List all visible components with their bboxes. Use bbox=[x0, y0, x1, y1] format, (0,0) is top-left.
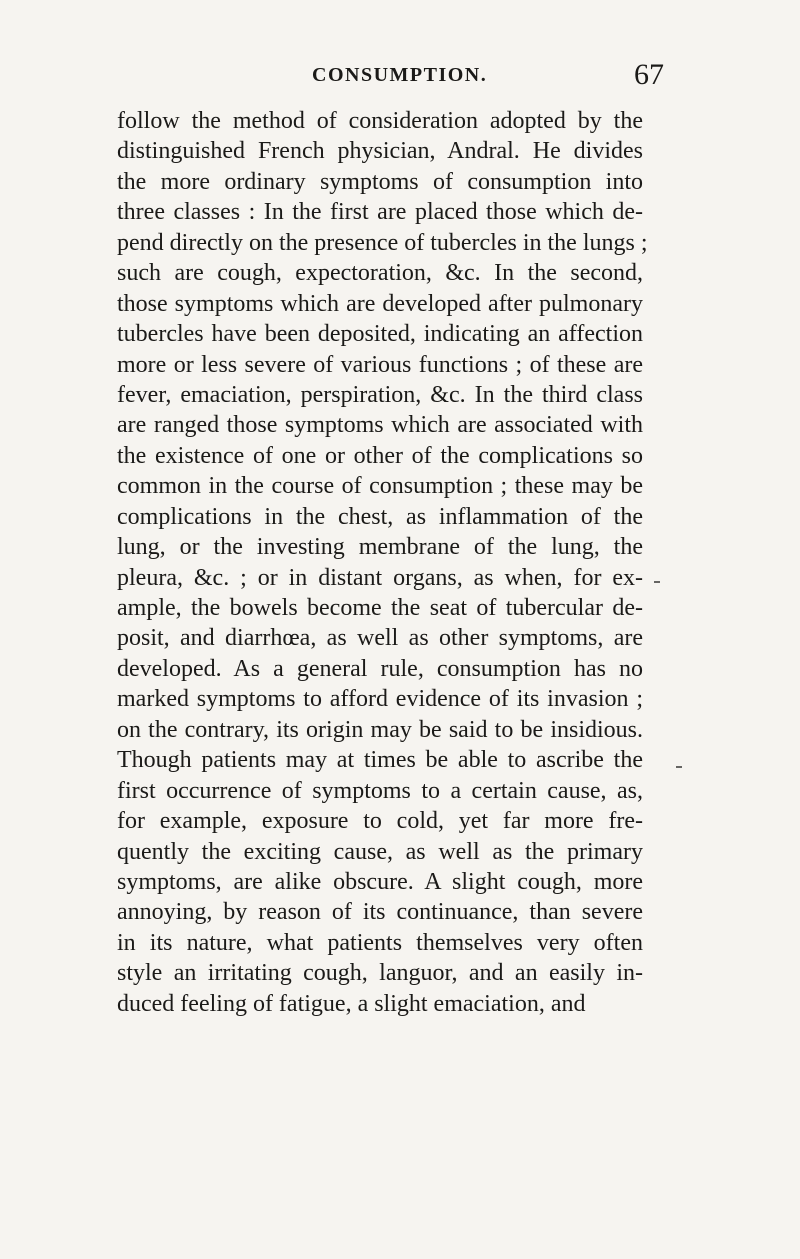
text-line: complications in the chest, as inflammation of the bbox=[117, 503, 643, 530]
running-head-title: CONSUMPTION. bbox=[312, 64, 488, 86]
text-line: more or less severe of various functions ; of these are bbox=[117, 351, 643, 378]
text-line: the more ordinary symptoms of consumption into bbox=[117, 168, 643, 195]
text-line: such are cough, expectoration, &c. In the second, bbox=[117, 260, 643, 287]
text-line: are ranged those symptoms which are associated with bbox=[117, 412, 643, 439]
margin-mark bbox=[676, 766, 682, 768]
text-line: posit, and diarrhœa, as well as other symptoms, are bbox=[117, 625, 643, 652]
text-line: style an irritating cough, languor, and an easily in- bbox=[117, 960, 643, 987]
text-line: fever, emaciation, perspiration, &c. In the third class bbox=[117, 381, 643, 408]
text-line: tubercles have been deposited, indicating an affection bbox=[117, 321, 643, 348]
text-line: in its nature, what patients themselves very often bbox=[117, 929, 643, 956]
text-line: on the contrary, its origin may be said to be insidious. bbox=[117, 716, 643, 743]
text-line: ample, the bowels become the seat of tubercular de- bbox=[117, 595, 643, 621]
text-line: follow the method of consideration adopted by the bbox=[117, 108, 643, 134]
text-line: quently the exciting cause, as well as the primary bbox=[117, 838, 643, 865]
text-line: pend directly on the presence of tubercles in the lungs ; bbox=[117, 229, 648, 256]
text-line: three classes : In the first are placed those which de- bbox=[117, 199, 643, 226]
text-line: common in the course of consumption ; these may be bbox=[117, 473, 643, 500]
text-line: pleura, &c. ; or in distant organs, as when, for ex- bbox=[117, 564, 643, 591]
running-head bbox=[0, 60, 800, 100]
text-line: symptoms, are alike obscure. A slight cough, more bbox=[117, 868, 643, 895]
text-line: lung, or the investing membrane of the lung, the bbox=[117, 534, 643, 561]
text-line: those symptoms which are developed after pulmonary bbox=[117, 290, 643, 317]
text-line: annoying, by reason of its continuance, than severe bbox=[117, 899, 643, 926]
text-line: first occurrence of symptoms to a certain cause, as, bbox=[117, 777, 643, 804]
margin-mark bbox=[654, 581, 660, 583]
page-number: 67 bbox=[634, 58, 664, 91]
body-text bbox=[117, 106, 648, 1019]
text-line: for example, exposure to cold, yet far more fre- bbox=[117, 808, 643, 835]
text-line: Though patients may at times be able to ascribe the bbox=[117, 747, 643, 774]
text-line: the existence of one or other of the complications so bbox=[117, 442, 643, 469]
text-line: developed. As a general rule, consumption has no bbox=[117, 655, 643, 682]
text-line: duced feeling of fatigue, a slight emaciation, and bbox=[117, 990, 586, 1017]
text-line: marked symptoms to afford evidence of its invasion ; bbox=[117, 686, 643, 713]
text-line: distinguished French physician, Andral. He divides bbox=[117, 138, 643, 165]
